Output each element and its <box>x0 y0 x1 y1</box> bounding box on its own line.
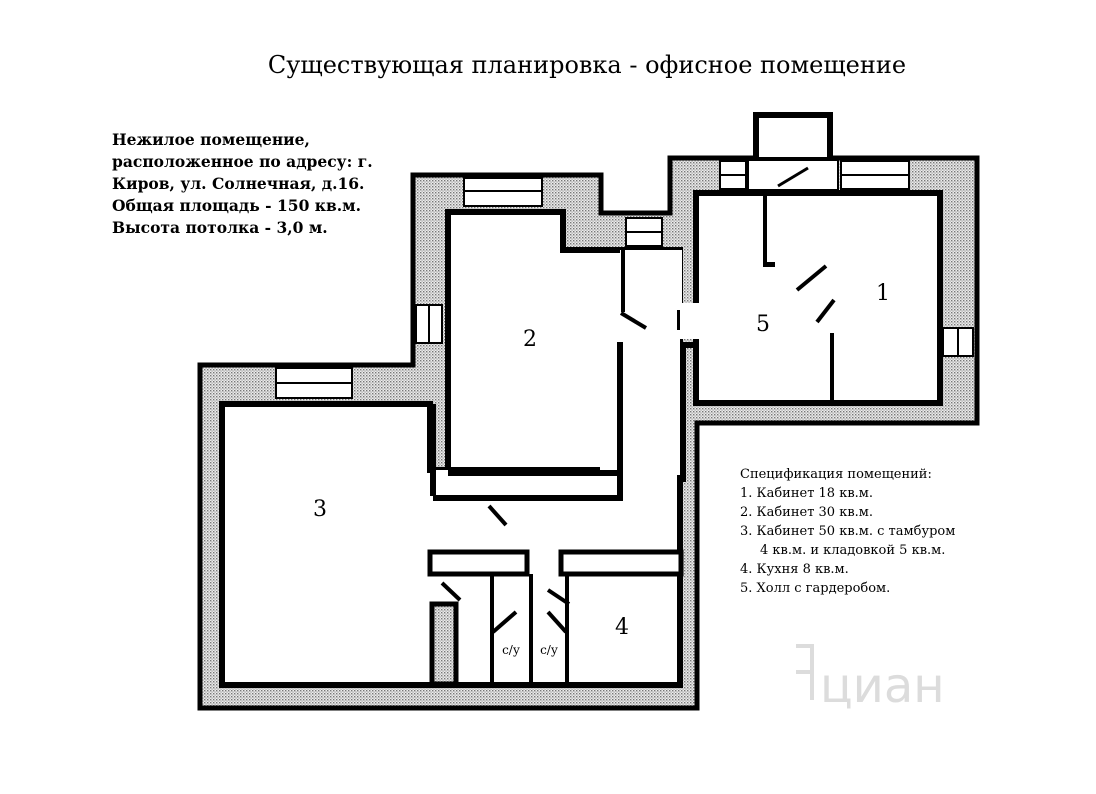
spec-item: 1. Кабинет 18 кв.м. <box>740 486 874 501</box>
spec-item: 4 кв.м. и кладовкой 5 кв.м. <box>760 543 946 558</box>
room-label-4: 4 <box>615 615 629 640</box>
info-line: Нежилое помещение, <box>112 130 310 149</box>
room-interiors <box>222 193 940 685</box>
spec-item: 4. Кухня 8 кв.м. <box>740 562 849 577</box>
watermark-text: циан <box>820 658 945 714</box>
room-label-2: 2 <box>523 327 537 352</box>
specification <box>740 467 955 596</box>
info-block <box>112 130 373 237</box>
room-5-1-area <box>696 193 940 403</box>
spec-item: 2. Кабинет 30 кв.м. <box>740 505 874 520</box>
page-title: Существующая планировка - офисное помещение <box>267 51 907 79</box>
spec-item: 5. Холл с гардеробом. <box>740 581 891 596</box>
info-line: Киров, ул. Солнечная, д.16. <box>112 174 365 193</box>
spec-heading: Спецификация помещений: <box>740 467 932 482</box>
cian-logo-icon <box>796 646 812 700</box>
info-line: Общая площадь - 150 кв.м. <box>112 196 361 215</box>
info-line: Высота потолка - 3,0 м. <box>112 218 328 237</box>
room-label-3: 3 <box>313 497 327 522</box>
info-line: расположенное по адресу: г. <box>112 152 373 171</box>
room-label-5: 5 <box>756 312 770 337</box>
watermark <box>796 646 945 714</box>
wc-label: с/у <box>540 643 558 657</box>
spec-item: 3. Кабинет 50 кв.м. с тамбуром <box>740 524 956 539</box>
entrance <box>748 115 838 190</box>
room-label-1: 1 <box>876 281 890 306</box>
wc-label: с/у <box>502 643 520 657</box>
